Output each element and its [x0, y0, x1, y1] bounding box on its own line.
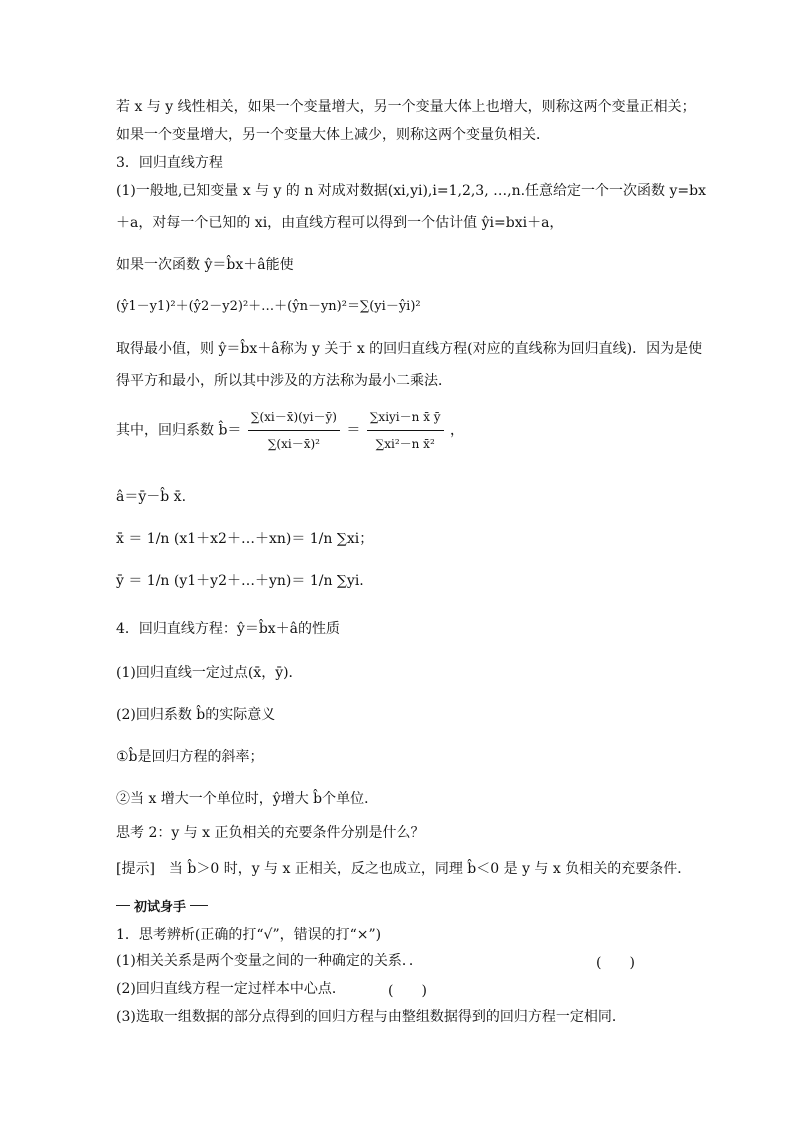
property-center-point: (1)回归直线一定过点(x̄，ȳ)．	[116, 665, 303, 681]
heading-regression-equation: 3．回归直线方程	[116, 155, 223, 171]
hint-answer: [提示] 当 b̂＞0 时，y 与 x 正相关，反之也成立，同理 b̂＜0 是 y 与 x 负相关的充要条件．	[116, 861, 692, 877]
formula-y-mean: ȳ ＝ 1/n (y1＋y2＋…＋yn)＝ 1/n ∑yi.	[116, 573, 364, 589]
fraction-definition-denominator: ∑(xi－x̄)²	[267, 437, 320, 451]
formula-intercept: â＝ȳ－b̂ x̄.	[116, 489, 187, 505]
paragraph-definition-line1: (1)一般地,已知变量 x 与 y 的 n 对成对数据(xi,yi),i=1,2,3, …,n.任意给定一个一次函数 y=bx	[116, 183, 706, 199]
fraction-definition	[248, 404, 340, 457]
fraction-definition-numerator: ∑(xi－x̄)(yi－ȳ)	[248, 404, 340, 431]
coefficient-suffix: ，	[450, 422, 465, 439]
property-unit-increase: ②当 x 增大一个单位时，ŷ增大 b̂个单位．	[116, 791, 379, 807]
formula-sum-of-squares: (ŷ1－y1)²＋(ŷ2－y2)²＋…＋(ŷn－yn)²＝∑(yi－ŷi)²	[116, 299, 421, 314]
paragraph-least-squares-line1: 取得最小值，则 ŷ＝b̂x＋â称为 y 关于 x 的回归直线方程(对应的直线称为回归直线)．因为是使	[116, 341, 703, 357]
section-label: 初试身手	[130, 896, 190, 915]
paragraph-correlation-line1: 若 x 与 y 线性相关，如果一个变量增大，另一个变量大体上也增大，则称这两个变量正相关；	[116, 99, 696, 115]
paragraph-least-squares-line2: 得平方和最小，所以其中涉及的方法称为最小二乘法．	[116, 373, 452, 389]
heading-properties: 4．回归直线方程：ŷ＝b̂x＋â的性质	[116, 621, 341, 637]
think-question: 思考 2：y 与 x 正负相关的充要条件分别是什么？	[116, 825, 425, 841]
paragraph-condition: 如果一次函数 ŷ＝b̂x＋â能使	[116, 257, 294, 273]
property-coefficient-meaning: (2)回归系数 b̂的实际意义	[116, 707, 276, 723]
exercise-item-1: (1)相关关系是两个变量之间的一种确定的关系．．	[116, 953, 423, 969]
fraction-computational	[367, 404, 444, 457]
paragraph-correlation-line2: 如果一个变量增大，另一个变量大体上减少，则称这两个变量负相关．	[116, 127, 550, 143]
answer-blank-1[interactable]: ( )	[596, 955, 635, 971]
formula-regression-coefficient: 其中，回归系数 b̂＝ $\frac{\sum(xi-x̄)(yi-ȳ)}{\text{∑(xi－x̄)²}}$ ＝ $\frac{\text{∑xiyi－n x̄ ȳ}}{\text{∑xi²－n x̄²}}$ ，	[116, 404, 464, 457]
formula-x-mean: x̄ ＝ 1/n (x1＋x2＋…＋xn)＝ 1/n ∑xi；	[116, 531, 374, 547]
exercise-item-2: (2)回归直线方程一定过样本中心点．	[116, 981, 346, 997]
answer-blank-2[interactable]: ( )	[388, 983, 427, 999]
exercise-item-3: (3)选取一组数据的部分点得到的回归方程与由整组数据得到的回归方程一定相同．	[116, 1009, 626, 1025]
coefficient-prefix: 其中，回归系数 b̂＝	[116, 422, 242, 439]
fraction-computational-denominator: ∑xi²－n x̄²	[375, 437, 435, 451]
exercise-title: 1．思考辨析(正确的打“√”，错误的打“×”)	[116, 927, 382, 943]
property-slope: ①b̂是回归方程的斜率；	[116, 749, 264, 765]
paragraph-definition-line2: ＋a，对每一个已知的 xi，由直线方程可以得到一个估计值 ŷi=bxi＋a，	[116, 215, 564, 231]
section-tag	[116, 898, 208, 915]
fraction-computational-numerator: ∑xiyi－n x̄ ȳ	[367, 404, 444, 431]
